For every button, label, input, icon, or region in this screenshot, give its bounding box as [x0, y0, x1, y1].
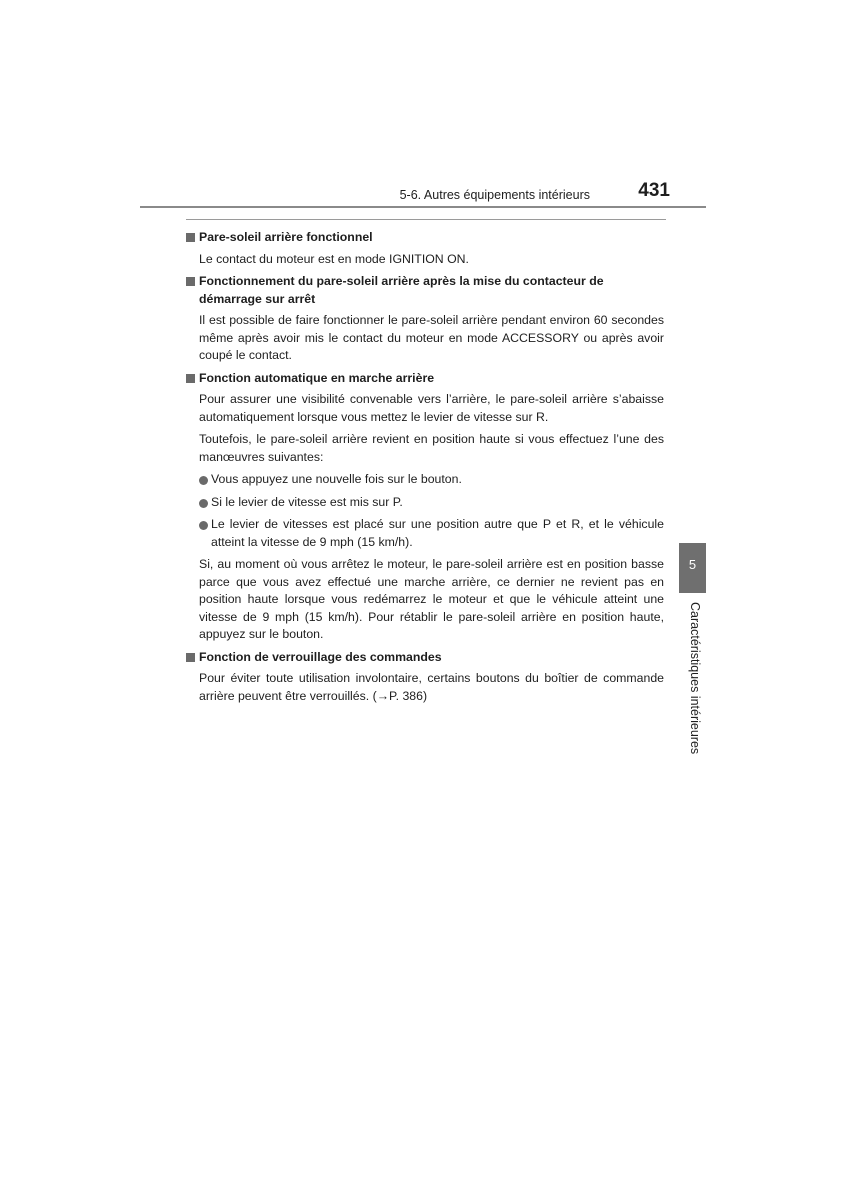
paragraph: Il est possible de faire fonctionner le pare-soleil arrière pendant environ 60 secondes même après avoir mis le contact du moteur en mode ACCESSORY ou après avoir coupé le contact. — [199, 313, 664, 362]
square-bullet-icon — [186, 653, 195, 662]
list-item — [186, 516, 664, 551]
paragraph: Toutefois, le pare-soleil arrière revient en position haute si vous effectuez l’une des manœuvres suivantes: — [199, 432, 664, 464]
circle-bullet-icon — [199, 499, 208, 508]
chapter-tab: 5 — [679, 543, 706, 593]
page-number: 431 — [638, 180, 670, 201]
square-bullet-icon — [186, 233, 195, 242]
circle-bullet-icon — [199, 476, 208, 485]
section-heading — [186, 229, 664, 247]
list-item-text: Vous appuyez une nouvelle fois sur le bouton. — [211, 472, 462, 486]
heading-text: Fonctionnement du pare-soleil arrière après la mise du contacteur de démarrage sur arrêt — [199, 274, 604, 306]
section-heading — [186, 649, 664, 667]
chapter-title: Caractéristiques intérieures — [688, 602, 702, 755]
content-divider — [186, 219, 666, 220]
heading-text: Fonction de verrouillage des commandes — [199, 649, 442, 664]
heading-text: Pare-soleil arrière fonctionnel — [199, 230, 373, 244]
square-bullet-icon — [186, 277, 195, 286]
list-item-text: Le levier de vitesses est placé sur une position autre que P et R, et le véhicule atteint la vitesse de 9 mph (15 km/h). — [211, 517, 664, 549]
square-bullet-icon — [186, 374, 195, 383]
paragraph: Le contact du moteur est en mode IGNITION ON. — [199, 251, 469, 266]
circle-bullet-icon — [199, 521, 208, 530]
heading-text: Fonction automatique en marche arrière — [199, 370, 435, 385]
section-title: 5-6. Autres équipements intérieurs — [399, 188, 590, 202]
page-header — [140, 178, 706, 208]
section-heading — [186, 370, 664, 388]
section-heading — [186, 273, 664, 308]
list-item — [186, 494, 664, 512]
header-divider — [140, 206, 706, 208]
list-item-text: Si le levier de vitesse est mis sur P. — [211, 494, 403, 509]
page-content — [186, 229, 664, 710]
paragraph: Pour assurer une visibilité convenable vers l’arrière, le pare-soleil arrière s’abaisse automatiquement lorsque vous mettez le levier de vitesse sur R. — [199, 392, 664, 424]
list-item — [186, 471, 664, 489]
paragraph: Si, au moment où vous arrêtez le moteur, le pare-soleil arrière est en position basse parce que vous avez effectué une marche arrière, ce dernier ne revient pas en position haute lorsque vous redémarrez le moteur et que le véhicule atteint une vitesse de 9 mph (15 km/h). Pour rétablir le pare-soleil arrière en position haute, appuyez sur le bouton. — [199, 557, 664, 641]
paragraph: Pour éviter toute utilisation involontaire, certains boutons du boîtier de commande arrière peuvent être verrouillés. (→P. 386) — [199, 671, 664, 703]
